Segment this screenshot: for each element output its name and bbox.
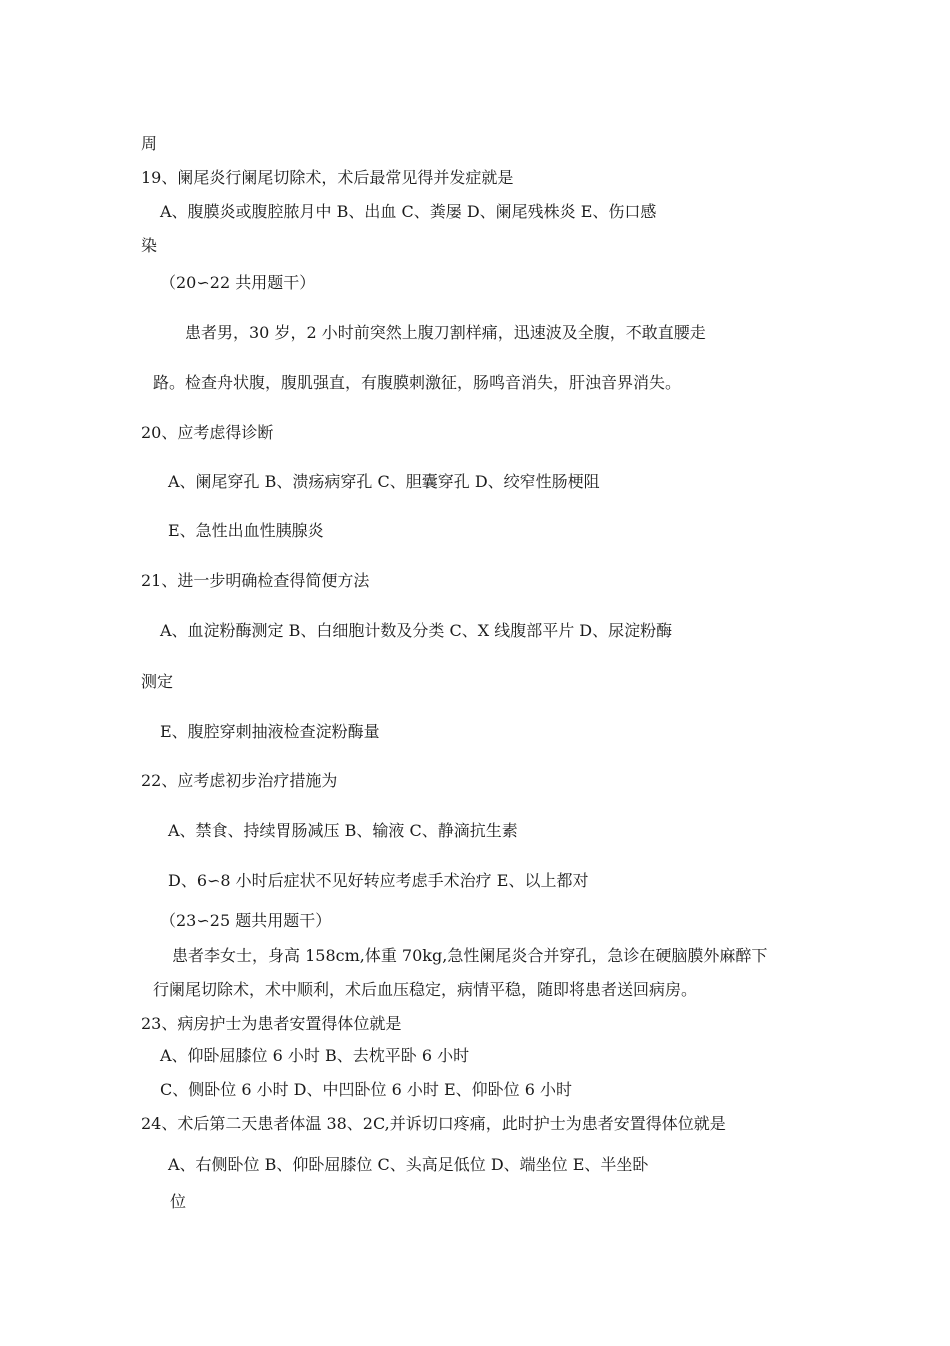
case-description-20-22: 患者男，30 岁，2 小时前突然上腹刀割样痛，迅速波及全腹，不敢直腰走 [185, 323, 706, 342]
question-24-options-continuation: 位 [170, 1192, 187, 1211]
case-description-23-25: 患者李女士，身高 158cm,体重 70kg,急性阑尾炎合并穿孔，急诊在硬脑膜外麻醉下 [172, 946, 768, 965]
shared-stem-header-23-25: （23∽25 题共用题干） [160, 911, 332, 930]
question-23-options-continuation: C、侧卧位 6 小时 D、中凹卧位 6 小时 E、仰卧位 6 小时 [160, 1080, 572, 1099]
question-19: 19、阑尾炎行阑尾切除术，术后最常见得并发症就是 [141, 168, 514, 187]
question-22-options-continuation: D、6∽8 小时后症状不见好转应考虑手术治疗 E、以上都对 [168, 871, 589, 890]
question-19-options: A、腹膜炎或腹腔脓月中 B、出血 C、粪屡 D、阑尾残株炎 E、伤口感 [160, 202, 657, 221]
question-21-options-continuation: 测定 [141, 672, 174, 691]
question-21-option-e: E、腹腔穿刺抽液检查淀粉酶量 [160, 722, 380, 741]
case-description-23-25-continuation: 行阑尾切除术，术中顺利，术后血压稳定，病情平稳，随即将患者送回病房。 [153, 980, 698, 999]
question-20: 20、应考虑得诊断 [141, 423, 274, 442]
question-20-option-e: E、急性出血性胰腺炎 [168, 521, 324, 540]
question-23: 23、病房护士为患者安置得体位就是 [141, 1014, 402, 1033]
question-24: 24、术后第二天患者体温 38、2C,并诉切口疼痛，此时护士为患者安置得体位就是 [141, 1114, 726, 1133]
question-23-options: A、仰卧屈膝位 6 小时 B、去枕平卧 6 小时 [160, 1046, 470, 1065]
question-24-options: A、右侧卧位 B、仰卧屈膝位 C、头高足低位 D、端坐位 E、半坐卧 [168, 1155, 649, 1174]
question-21: 21、进一步明确检查得简便方法 [141, 571, 370, 590]
question-19-options-continuation: 染 [141, 236, 158, 255]
question-21-options: A、血淀粉酶测定 B、白细胞计数及分类 C、X 线腹部平片 D、尿淀粉酶 [160, 621, 673, 640]
case-description-20-22-continuation: 路。检查舟状腹，腹肌强直，有腹膜刺激征，肠鸣音消失，肝浊音界消失。 [153, 373, 682, 392]
question-20-options: A、阑尾穿孔 B、溃疡病穿孔 C、胆囊穿孔 D、绞窄性肠梗阻 [168, 472, 600, 491]
shared-stem-header-20-22: （20∽22 共用题干） [160, 273, 316, 292]
question-22: 22、应考虑初步治疗措施为 [141, 771, 338, 790]
question-22-options: A、禁食、持续胃肠减压 B、输液 C、静滴抗生素 [168, 821, 518, 840]
text-line-continuation: 周 [141, 134, 158, 153]
